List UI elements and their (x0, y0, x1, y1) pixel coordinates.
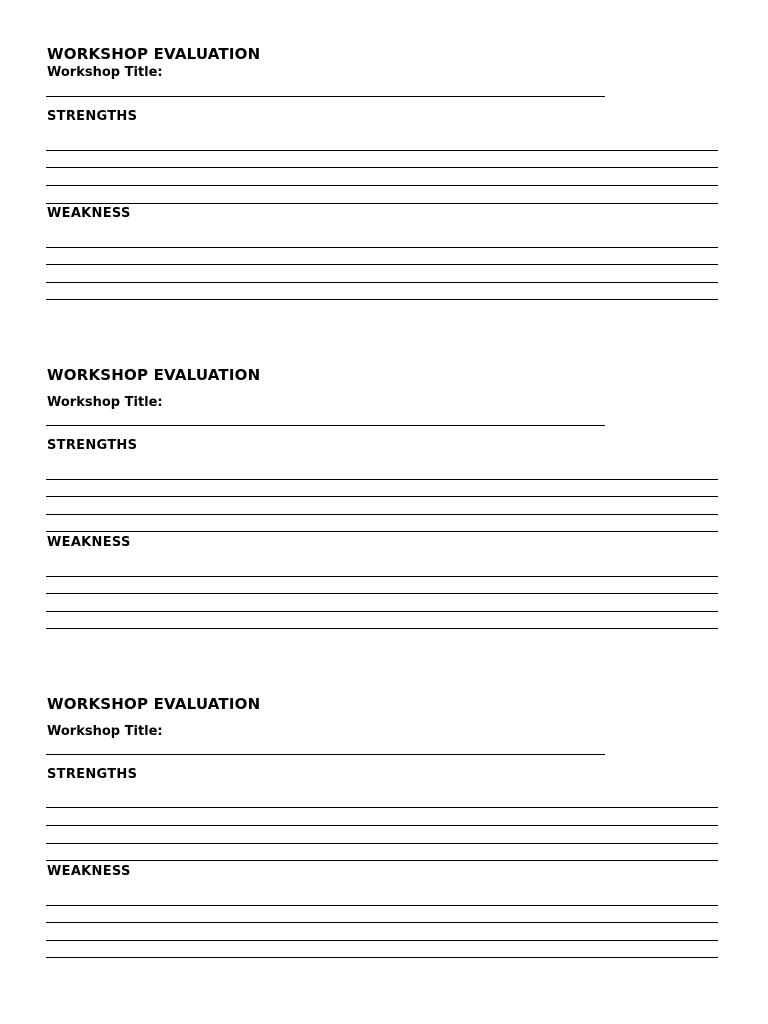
weakness-label: WEAKNESS (47, 206, 131, 221)
form-title: WORKSHOP EVALUATION (47, 366, 261, 384)
weakness-line[interactable] (46, 940, 718, 941)
form-title: WORKSHOP EVALUATION (47, 695, 261, 713)
strengths-line[interactable] (46, 843, 718, 844)
strengths-line[interactable] (46, 531, 718, 532)
strengths-line[interactable] (46, 807, 718, 808)
strengths-label: STRENGTHS (47, 767, 138, 782)
weakness-label: WEAKNESS (47, 864, 131, 879)
weakness-line[interactable] (46, 611, 718, 612)
weakness-line[interactable] (46, 905, 718, 906)
strengths-line[interactable] (46, 479, 718, 480)
weakness-label: WEAKNESS (47, 535, 131, 550)
strengths-line[interactable] (46, 825, 718, 826)
weakness-line[interactable] (46, 922, 718, 923)
workshop-title-label: Workshop Title: (47, 724, 163, 739)
weakness-line[interactable] (46, 628, 718, 629)
strengths-label: STRENGTHS (47, 109, 138, 124)
weakness-line[interactable] (46, 593, 718, 594)
workshop-title-label: Workshop Title: (47, 65, 163, 80)
workshop-title-input-line[interactable] (46, 425, 605, 426)
weakness-line[interactable] (46, 576, 718, 577)
workshop-title-label: Workshop Title: (47, 395, 163, 410)
strengths-line[interactable] (46, 860, 718, 861)
strengths-line[interactable] (46, 496, 718, 497)
form-title: WORKSHOP EVALUATION (47, 45, 261, 63)
workshop-title-input-line[interactable] (46, 754, 605, 755)
strengths-line[interactable] (46, 514, 718, 515)
strengths-label: STRENGTHS (47, 438, 138, 453)
weakness-line[interactable] (46, 957, 718, 958)
